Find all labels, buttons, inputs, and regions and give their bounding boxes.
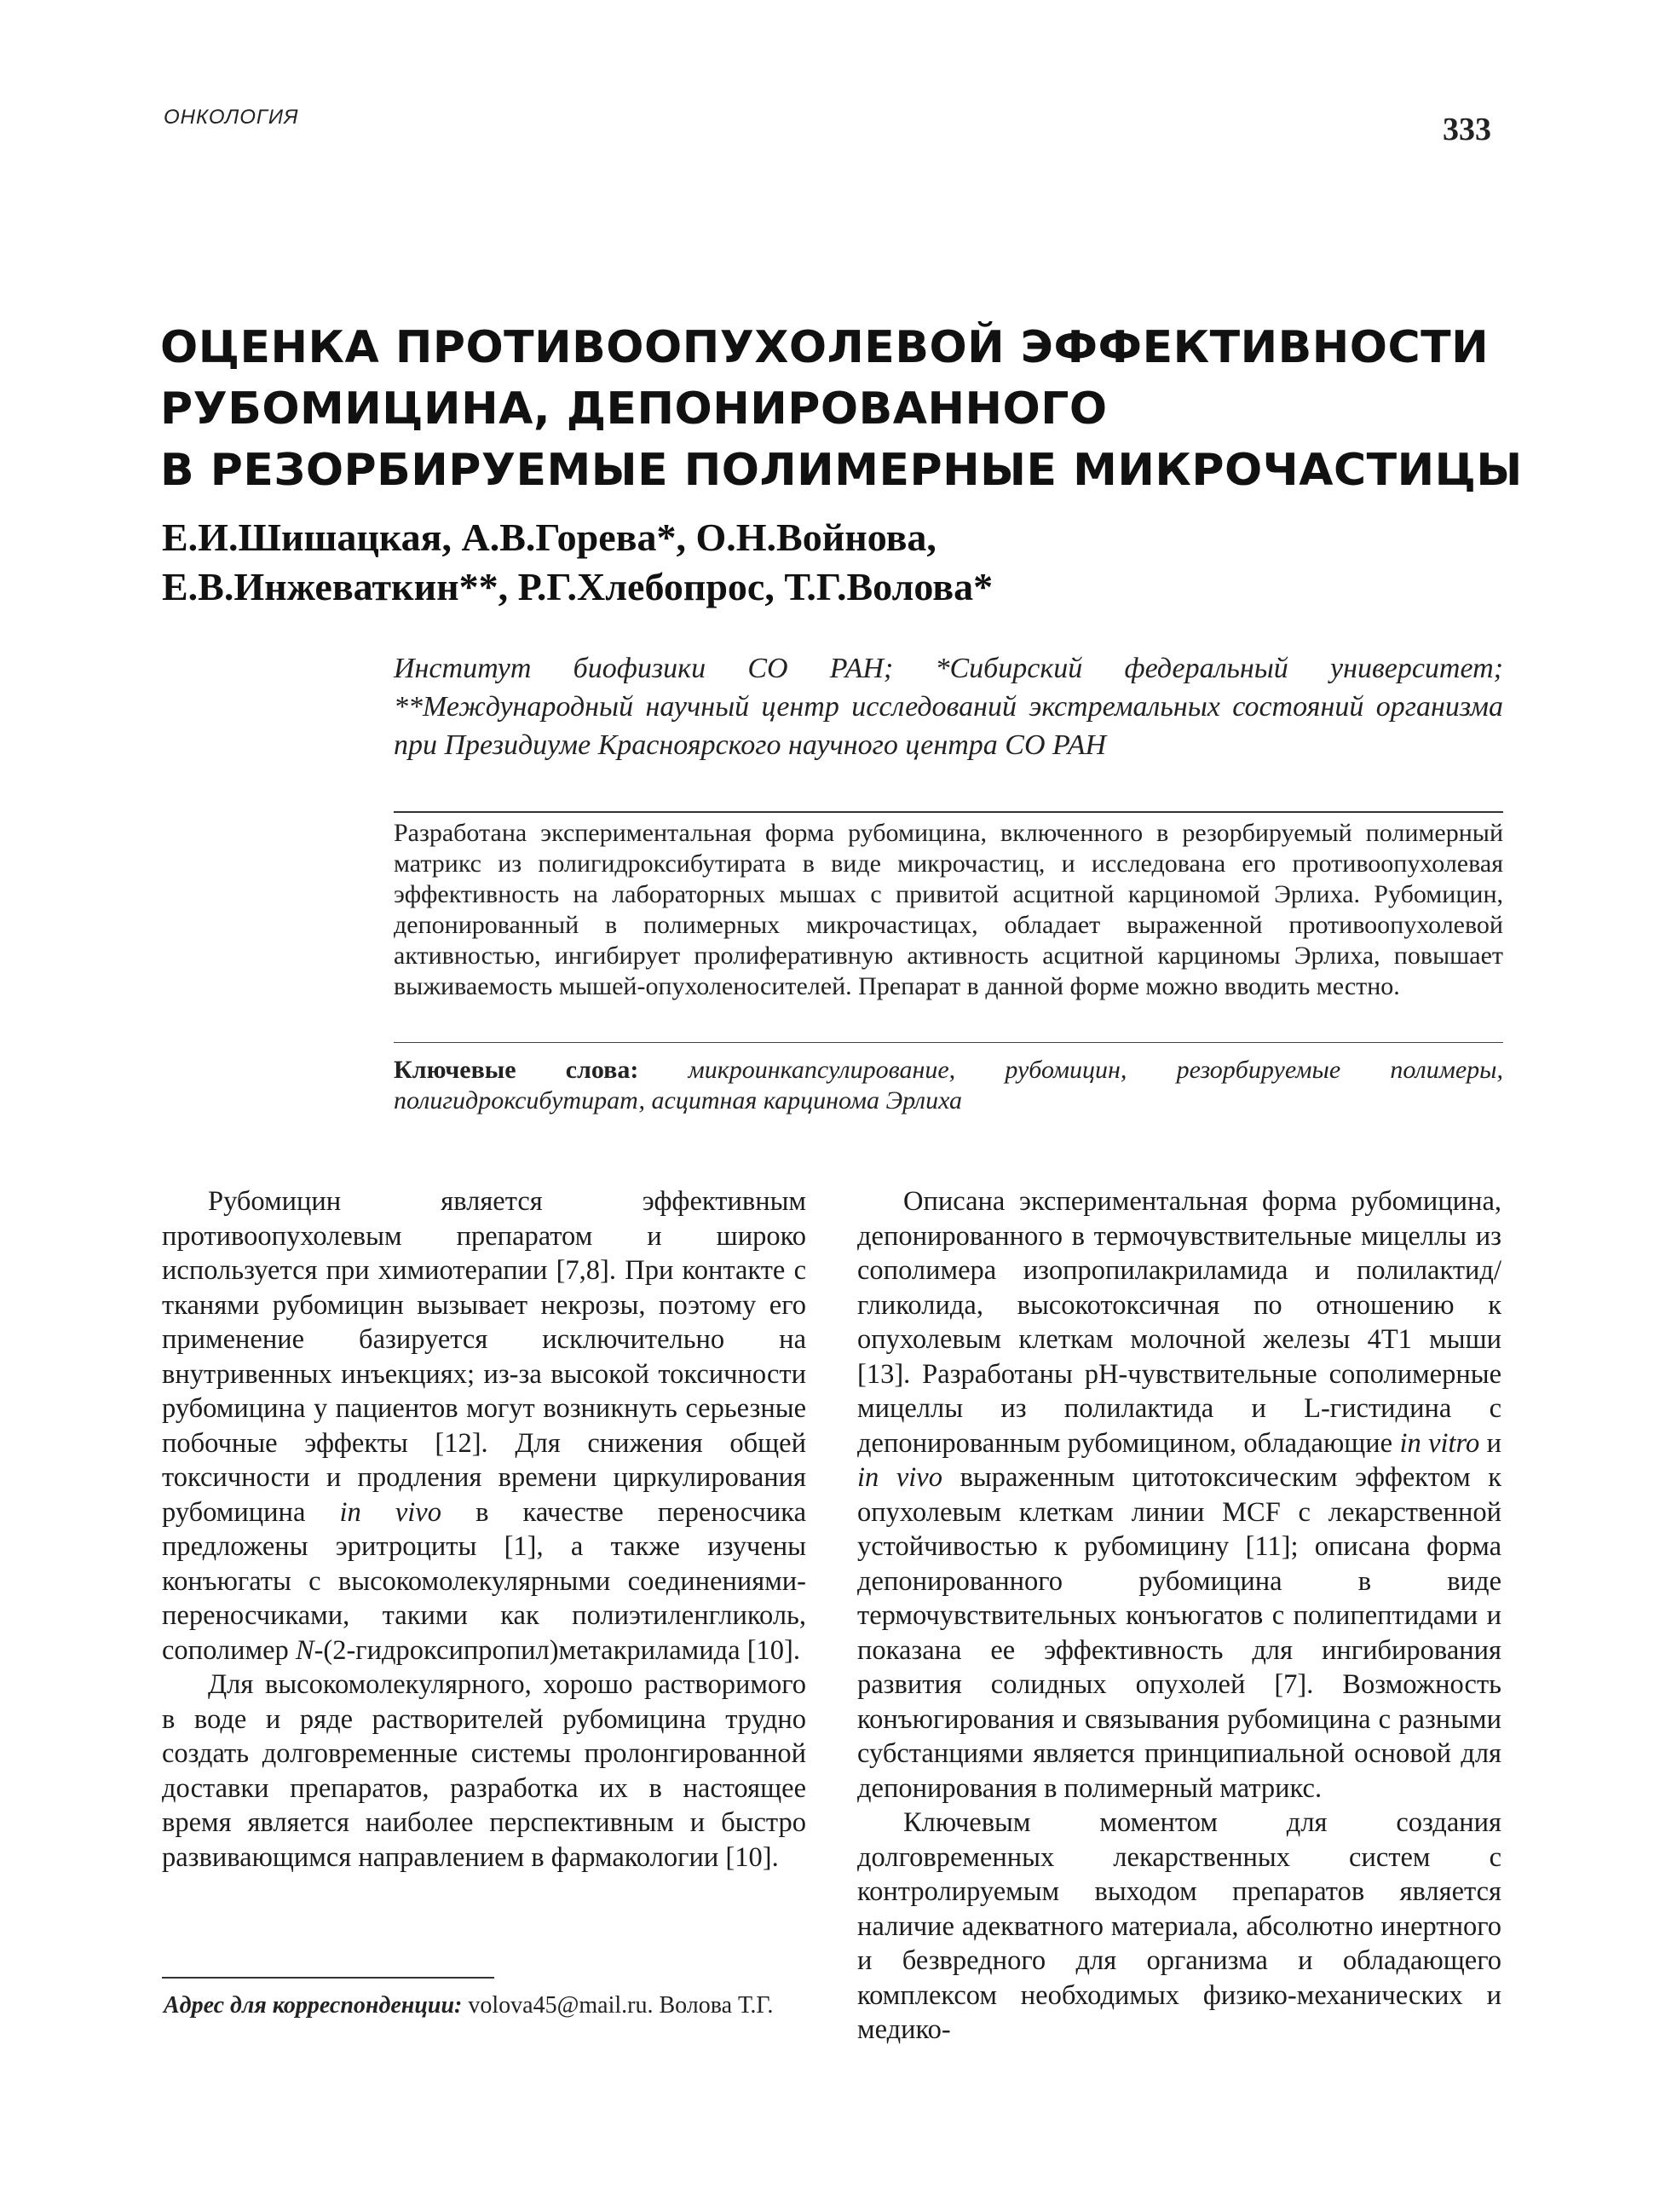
- running-header-section: ОНКОЛОГИЯ: [164, 106, 299, 129]
- footnote-text: volova45@mail.ru. Волова Т.Г.: [462, 1992, 774, 2019]
- keywords-label: Ключевые слова:: [394, 1056, 639, 1084]
- left-paragraph-1: [162, 1184, 806, 1668]
- title-line-2: РУБОМИЦИНА, ДЕПОНИРОВАННОГО: [160, 383, 1108, 435]
- abstract: Разработана экспериментальная форма рубомицина, включенного в резорбируемый полимерный матрикс из полигидроксибутирата в виде микрочастиц, и исследована его противоопухолевая эффективность на лабораторных мышах с привитой асцитной карциномой Эрлиха. Рубомицин, депонированный в полимерных микрочастицах, обладает выраженной противоопухолевой активностью, ингибирует пролиферативную активность асцитной карциномы Эрлиха, повышает выживаемость мышей-опухоленосителей. Препарат в данной форме можно вводить местно.: [394, 819, 1503, 1000]
- affiliation: Институт биофизики СО РАН; *Сибирский федеральный университет; **Международный научный центр исследований экстремальных состояний организма при Президиуме Красноярского научного центра СО РАН: [394, 653, 1503, 761]
- right-paragraph-2: Ключевым моментом для создания долговременных лекарственных систем с контролируемым выходом препаратов является наличие адекватного материала, абсолютно инертного и безвредного для организма и обладающего комплексом необходимых физико-механических и медико-: [857, 1807, 1501, 2045]
- text-run: выраженным цитотоксическим эффектом к опухолевым клеткам линии MCF с лекарственной устойчивостью к рубомицину [11]; описана форма депонированного рубомицина в виде термочувствительных конъюгатов с полипептидами и показана ее эффективность для ингибирования развития солидных опухолей [7]. Возможность конъюгирования и связывания рубомицина с разными субстанциями является принципиальной основой для депонирования в полимерный матрикс.: [857, 1462, 1501, 1804]
- body-column-left: [162, 1184, 806, 1875]
- article-title: [160, 317, 1523, 501]
- keywords-text: микроинкапсулирование, рубомицин, резорбируемые полимеры, полигидроксибутират, асцитная карцинома Эрлиха: [394, 1056, 1503, 1115]
- author-line-1: Е.И.Шишацкая, А.В.Горева*, О.Н.Войнова,: [162, 516, 936, 559]
- text-run: Описана экспериментальная форма рубомицина, депонированного в термочувствительные мицеллы из сополимера изопропилакриламида и полилактид/гликолида, высокотоксичная по отношению к опухолевым клеткам молочной железы 4T1 мыши [13]. Разработаны pH-чувствительные сополимерные мицеллы из полилактида и L-гистидина с депонированным рубомицином, обладающие: [857, 1186, 1501, 1459]
- italic-run: N: [295, 1634, 314, 1666]
- footnote-label: Адрес для корреспонденции:: [164, 1992, 463, 2019]
- correspondence-footnote: [164, 1990, 811, 2021]
- author-list: [162, 513, 993, 612]
- keywords-rule: [394, 1042, 1503, 1043]
- italic-run: in vivo: [339, 1496, 441, 1528]
- text-run: Рубомицин является эффективным противоопухолевым препаратом и широко используется при химиотерапии [7,8]. При контакте с тканями рубомицин вызывает некрозы, поэтому его применение базируется исключительно на внутривенных инъекциях; из-за высокой токсичности рубомицина у пациентов могут возникнуть серьезные побочные эффекты [12]. Для снижения общей токсичности и продления времени циркулирования рубомицина: [162, 1186, 806, 1528]
- text-run: -(2-гидроксипропил)метакриламида [10].: [314, 1634, 800, 1666]
- page-number: 333: [1443, 112, 1491, 147]
- abstract-top-rule: [394, 811, 1503, 813]
- body-column-right: [857, 1184, 1501, 2048]
- text-run: в качестве переносчика предложены эритроциты [1], а также изучены конъюгаты с высокомолекулярными соединениями-переносчиками, такими как полиэтиленгликоль, сополимер: [162, 1496, 806, 1666]
- title-line-1: ОЦЕНКА ПРОТИВООПУХОЛЕВОЙ ЭФФЕКТИВНОСТИ: [160, 322, 1490, 373]
- left-paragraph-2: Для высокомолекулярного, хорошо растворимого в воде и ряде растворителей рубомицина трудно создать долговременные системы пролонгированной доставки препаратов, разработка их в настоящее время является наиболее перспективным и быстро развивающимся направлением в фармакологии [10].: [162, 1669, 806, 1873]
- text-run: и: [1479, 1427, 1501, 1459]
- keywords: [394, 1055, 1503, 1116]
- italic-run: in vitro: [1399, 1427, 1480, 1459]
- title-line-3: В РЕЗОРБИРУЕМЫЕ ПОЛИМЕРНЫЕ МИКРОЧАСТИЦЫ: [160, 445, 1523, 496]
- author-line-2: Е.В.Инжеваткин**, Р.Г.Хлебопрос, Т.Г.Волова*: [162, 565, 994, 608]
- footnote-rule: [162, 1977, 494, 1979]
- right-paragraph-1: [857, 1184, 1501, 1806]
- italic-run: in vivo: [857, 1462, 942, 1493]
